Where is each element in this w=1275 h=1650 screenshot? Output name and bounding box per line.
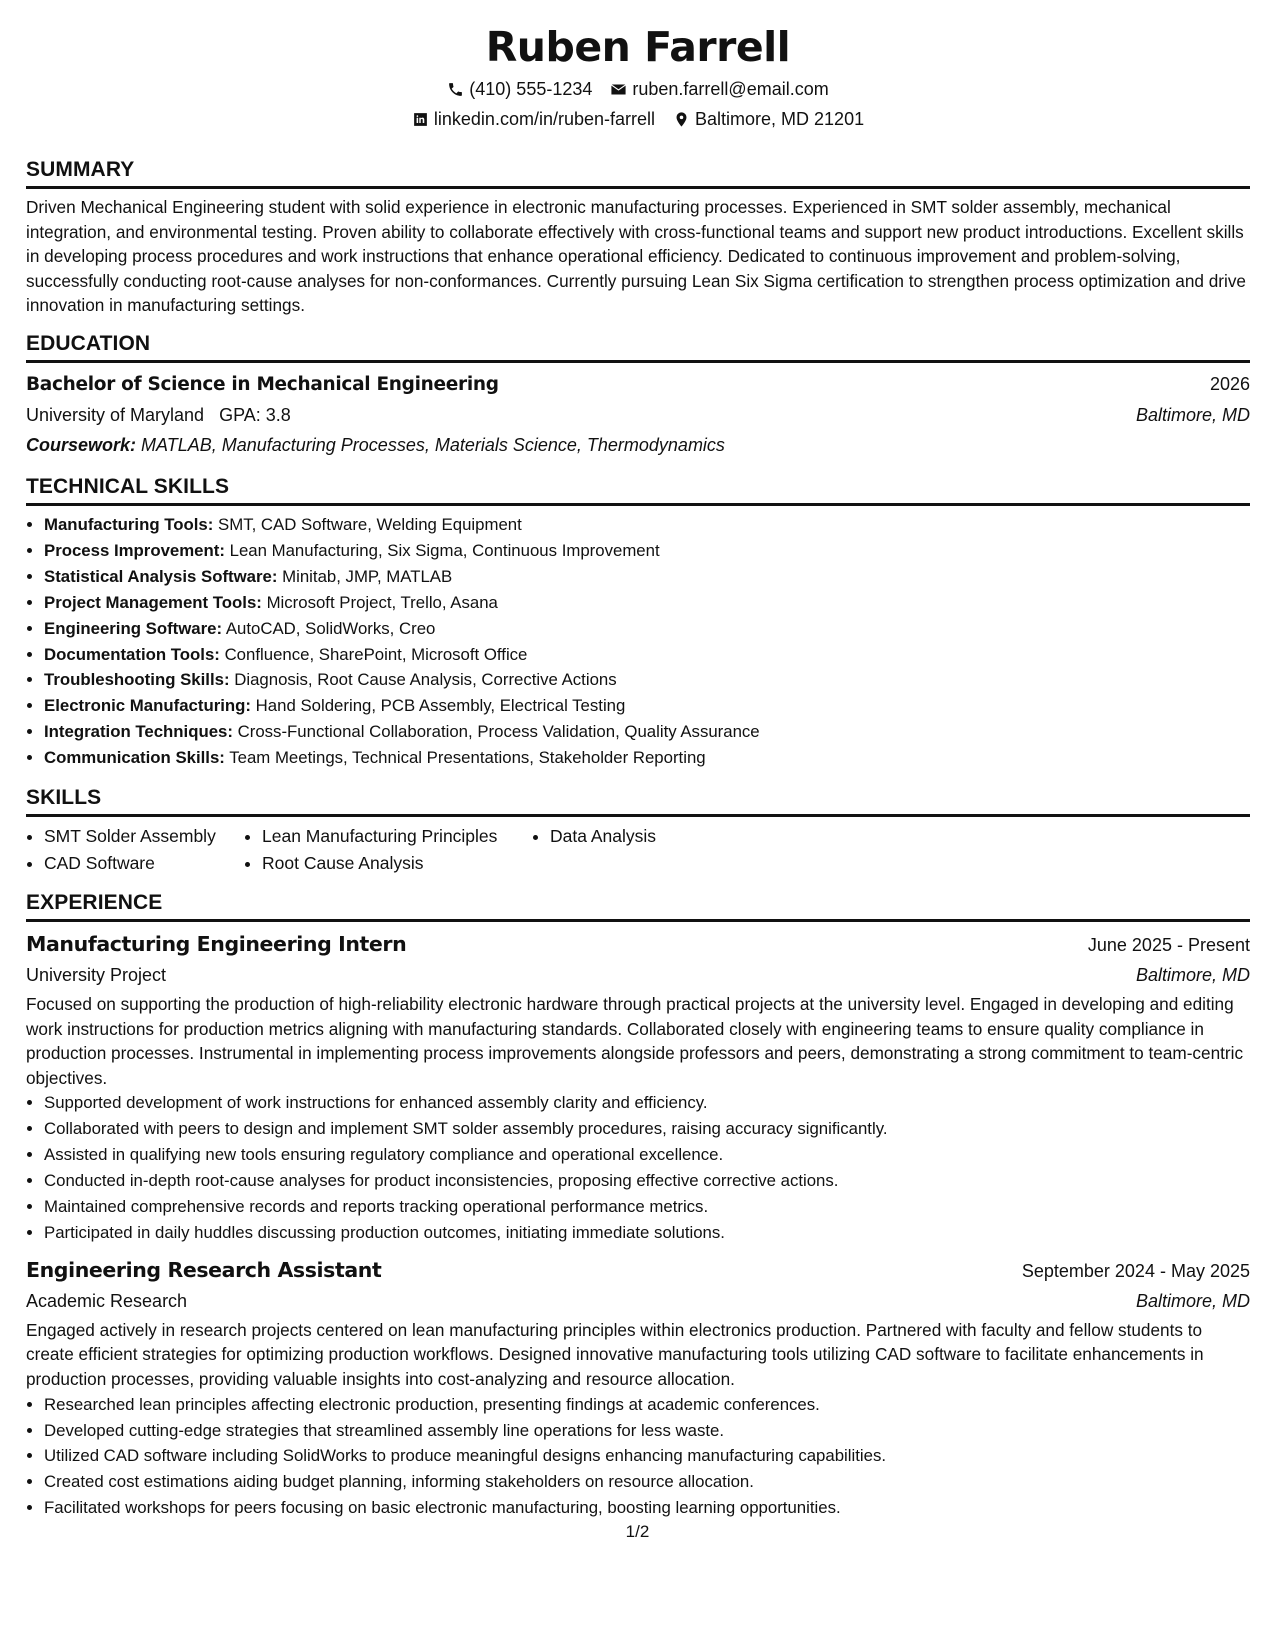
list-item (44, 512, 1250, 538)
job-dates: September 2024 - May 2025 (1021, 1260, 1250, 1281)
skill-value: Hand Soldering, PCB Assembly, Electrical Testing (255, 696, 626, 716)
job-title-row (26, 928, 1250, 960)
list-item (44, 590, 1250, 616)
list-item: • Researched lean principles affecting electronic production, presenting findings at academic conferences. (44, 1392, 1250, 1418)
school-info (26, 400, 291, 430)
skill-label: Statistical Analysis Software: (44, 566, 278, 586)
list-item: • Collaborated with peers to design and implement SMT solder assembly procedures, raising accuracy significantly. (44, 1116, 1250, 1142)
job-organization: Academic Research (26, 1290, 188, 1311)
linkedin-url[interactable]: linkedin.com/in/ruben-farrell (433, 109, 656, 129)
gpa: GPA: 3.8 (219, 404, 291, 425)
section-title-education: EDUCATION (26, 331, 1250, 363)
job-org-row (26, 960, 1250, 990)
skill-value: Microsoft Project, Trello, Asana (266, 592, 498, 612)
list-item: • Maintained comprehensive records and reports tracking operational performance metrics. (44, 1194, 1250, 1220)
list-item (44, 745, 1250, 771)
list-item: • Participated in daily huddles discussing production outcomes, initiating immediate solutions. (44, 1220, 1250, 1246)
list-item: • Lean Manufacturing Principles (262, 823, 550, 850)
job-organization: University Project (26, 965, 167, 986)
candidate-name: Ruben Farrell (485, 23, 791, 71)
linkedin-contact[interactable] (412, 104, 655, 134)
job-description: Engaged actively in research projects centered on lean manufacturing principles within electronics production. Partnered with faculty and fellow students to create efficient strategies for optimizing production workflows. Designed innovative manufacturing tools utilizing CAD software to facilitate enhancements in production processes, providing valuable insights into cost-analyzing and resource allocation. (26, 1319, 1204, 1390)
job-org-row (26, 1286, 1250, 1316)
job-dates: June 2025 - Present (1087, 935, 1250, 956)
contact-line-2 (26, 104, 1250, 134)
skill-value: Team Meetings, Technical Presentations, Stakeholder Reporting (229, 748, 706, 768)
education-degree-row (26, 369, 1250, 400)
education-section (26, 331, 1250, 460)
list-item (44, 693, 1250, 719)
skill-label: Integration Techniques: (44, 722, 233, 742)
job-title: Manufacturing Engineering Intern (26, 932, 407, 957)
list-item (44, 642, 1250, 668)
list-item (44, 667, 1250, 693)
location-contact (673, 104, 864, 134)
page-number: 1/2 (625, 1522, 650, 1541)
job-bullets (26, 1090, 1250, 1245)
coursework-list: MATLAB, Manufacturing Processes, Materials Science, Thermodynamics (141, 434, 725, 455)
list-item: • Supported development of work instructions for enhanced assembly clarity and efficiency. (44, 1090, 1250, 1116)
section-title-technical-skills: TECHNICAL SKILLS (26, 474, 1250, 506)
list-item (44, 719, 1250, 745)
job-description: Focused on supporting the production of high-reliability electronic hardware through practical projects at the university level. Engaged in developing and editing work instructions for production metrics aligning with manufacturing standards. Collaborated closely with engineering teams to ensure quality compliance in production processes. Instrumental in implementing process improvements alongside professors and peers, demonstrating a strong commitment to team-centric objectives. (26, 994, 1244, 1088)
list-item: • Conducted in-depth root-cause analyses for product inconsistencies, proposing effective corrective actions. (44, 1168, 1250, 1194)
resume-page (26, 0, 1250, 1521)
skill-value: Diagnosis, Root Cause Analysis, Corrective Actions (234, 670, 617, 690)
job-entry (26, 928, 1250, 1246)
summary-section (26, 157, 1250, 318)
skills-list (26, 823, 1250, 876)
list-item: • Data Analysis (550, 823, 750, 850)
job-location: Baltimore, MD (1135, 965, 1250, 986)
graduation-year: 2026 (1209, 373, 1250, 394)
list-item: • Created cost estimations aiding budget planning, informing stakeholders on resource allocation. (44, 1469, 1250, 1495)
school-location: Baltimore, MD (1135, 404, 1250, 425)
job-title: Engineering Research Assistant (26, 1257, 382, 1282)
skill-value: Minitab, JMP, MATLAB (282, 566, 453, 586)
skill-label: Project Management Tools: (44, 592, 262, 612)
list-item: • Facilitated workshops for peers focusing on basic electronic manufacturing, boosting learning opportunities. (44, 1495, 1250, 1521)
job-title-row (26, 1254, 1250, 1286)
resume-header (26, 0, 1250, 134)
job-bullets (26, 1392, 1250, 1522)
list-item: • CAD Software (44, 850, 262, 877)
technical-skills-list (26, 512, 1250, 771)
envelope-icon (610, 81, 627, 98)
coursework-label: Coursework: (26, 434, 137, 455)
phone-number: (410) 555-1234 (469, 79, 593, 99)
skill-label: Manufacturing Tools: (44, 514, 214, 534)
coursework (26, 430, 1250, 460)
list-item: • Utilized CAD software including SolidWorks to produce meaningful designs enhancing manufacturing capabilities. (44, 1443, 1250, 1469)
section-title-skills: SKILLS (26, 785, 1250, 817)
skills-section (26, 785, 1250, 876)
section-title-experience: EXPERIENCE (26, 890, 1250, 922)
list-item (44, 564, 1250, 590)
list-item: • Developed cutting-edge strategies that streamlined assembly line operations for less waste. (44, 1418, 1250, 1444)
list-item (44, 538, 1250, 564)
skill-label: Communication Skills: (44, 748, 225, 768)
location-text: Baltimore, MD 21201 (695, 109, 865, 129)
list-item: • SMT Solder Assembly (44, 823, 262, 850)
skill-label: Process Improvement: (44, 540, 225, 560)
job-entry (26, 1254, 1250, 1521)
skill-label: Documentation Tools: (44, 644, 220, 664)
map-pin-icon (673, 111, 690, 128)
technical-skills-section (26, 474, 1250, 771)
skill-value: AutoCAD, SolidWorks, Creo (225, 618, 436, 638)
list-item (44, 616, 1250, 642)
skill-label: Electronic Manufacturing: (44, 696, 251, 716)
phone-contact (447, 74, 592, 104)
email-contact[interactable] (610, 74, 828, 104)
degree-title: Bachelor of Science in Mechanical Engineering (26, 373, 499, 395)
experience-section (26, 890, 1250, 1521)
phone-icon (447, 81, 464, 98)
email-address[interactable]: ruben.farrell@email.com (632, 79, 829, 99)
school-name: University of Maryland (26, 404, 205, 425)
skill-label: Troubleshooting Skills: (44, 670, 230, 690)
job-location: Baltimore, MD (1135, 1290, 1250, 1311)
summary-text: Driven Mechanical Engineering student with solid experience in electronic manufacturing processes. Experienced in SMT solder assembly, mechanical integration, and environmental testing. Proven ability to collaborate effectively with cross-functional teams and support new product introductions. Excellent skills in developing process procedures and work instructions that enhance operational efficiency. Dedicated to continuous improvement and problem-solving, successfully conducting root-cause analyses for non-conformances. Currently pursuing Lean Six Sigma certification to strengthen process optimization and drive innovation in manufacturing settings. (26, 197, 1246, 316)
skill-value: SMT, CAD Software, Welding Equipment (218, 514, 522, 534)
education-school-row (26, 400, 1250, 430)
skill-value: Lean Manufacturing, Six Sigma, Continuous Improvement (229, 540, 660, 560)
skill-value: Confluence, SharePoint, Microsoft Office (224, 644, 528, 664)
list-item: • Assisted in qualifying new tools ensuring regulatory compliance and operational excellence. (44, 1142, 1250, 1168)
linkedin-icon (412, 111, 429, 128)
contact-line-1 (26, 74, 1250, 104)
section-title-summary: SUMMARY (26, 157, 1250, 189)
skill-label: Engineering Software: (44, 618, 223, 638)
skill-value: Cross-Functional Collaboration, Process Validation, Quality Assurance (237, 722, 760, 742)
list-item: • Root Cause Analysis (262, 850, 550, 877)
